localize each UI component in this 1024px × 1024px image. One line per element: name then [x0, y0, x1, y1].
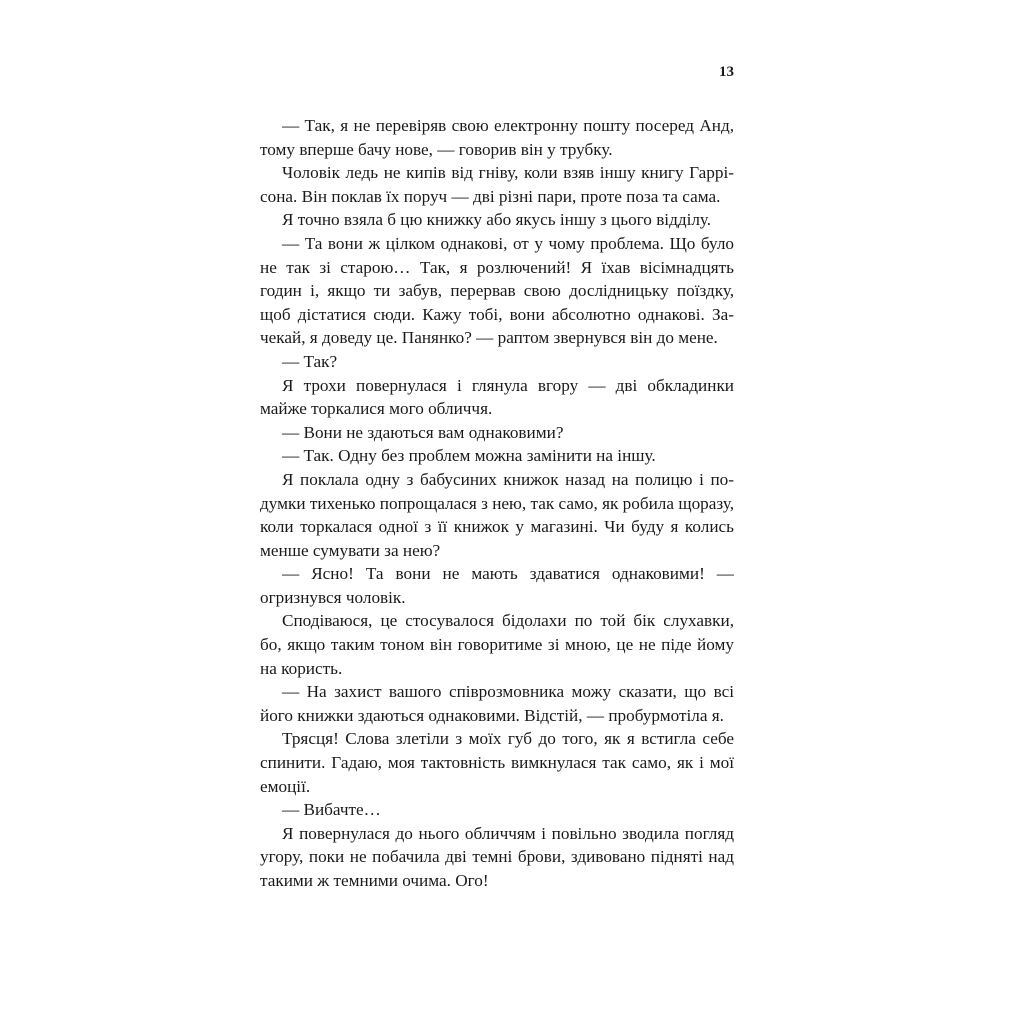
body-text [260, 114, 734, 893]
paragraph: — Вибачте… [282, 800, 381, 820]
paragraph: Я точно взяла б цю книжку або якусь іншу з цього відділу. [282, 210, 712, 230]
paragraph: Я поклала одну з бабусиних книжок назад на полицю і подумки тихенько попрощалася з нею, так само, як робила щоразу, коли торкалася одної з її книжок у магазині. Чи буду я колись менше сумувати за нею? [260, 469, 734, 560]
paragraph: Чоловік ледь не кипів від гніву, коли взяв іншу книгу Гаррісона. Він поклав їх поруч — дві різні пари, проте поза та сама. [260, 163, 734, 206]
paragraph: — На захист вашого співрозмовника можу сказати, що всі його книжки здаються однаковими. Відстій, — пробурмотіла я. [260, 682, 734, 725]
paragraph: — Так? [282, 351, 338, 371]
paragraph: Я трохи повернулася і глянула вгору — дві обкладинки майже торкалися мого обличчя. [260, 375, 734, 419]
paragraph: — Вони не здаються вам однаковими? [282, 422, 564, 442]
paragraph: — Так, я не перевіряв свою електронну пошту посеред Анд, тому вперше бачу нове, — говорив він у трубку. [260, 116, 734, 159]
paragraph: — Так. Одну без проблем можна замінити на іншу. [282, 446, 656, 466]
paragraph: Я повернулася до нього обличчям і повільно зводила погляд угору, поки не побачила дві темні брови, здивовано підняті над такими ж темними очима. Ого! [260, 823, 734, 890]
paragraph: Трясця! Слова злетіли з моїх губ до того, як я встигла себе спинити. Гадаю, моя тактовність вимкнулася так само, як і мої емоції. [260, 729, 734, 796]
paragraph: Сподіваюся, це стосувалося бідолахи по той бік слухавки, бо, якщо таким тоном він говоритиме зі мною, це не піде йому на користь. [260, 611, 734, 678]
paragraph: — Та вони ж цілком однакові, от у чому проблема. Що було не так зі старою… Так, я розлючений! Я їхав вісімнадцять годин і, якщо ти забув, перервав свою дослідницьку поїздку, щоб дістатися сюди. Кажу тобі, вони абсолютно однакові. Зачекай, я доведу це. Панянко? — раптом звернувся він до мене. [260, 233, 734, 348]
paragraph: — Ясно! Та вони не мають здаватися однаковими! — огризнувся чоловік. [260, 564, 734, 607]
page-number: 13 [719, 64, 734, 80]
